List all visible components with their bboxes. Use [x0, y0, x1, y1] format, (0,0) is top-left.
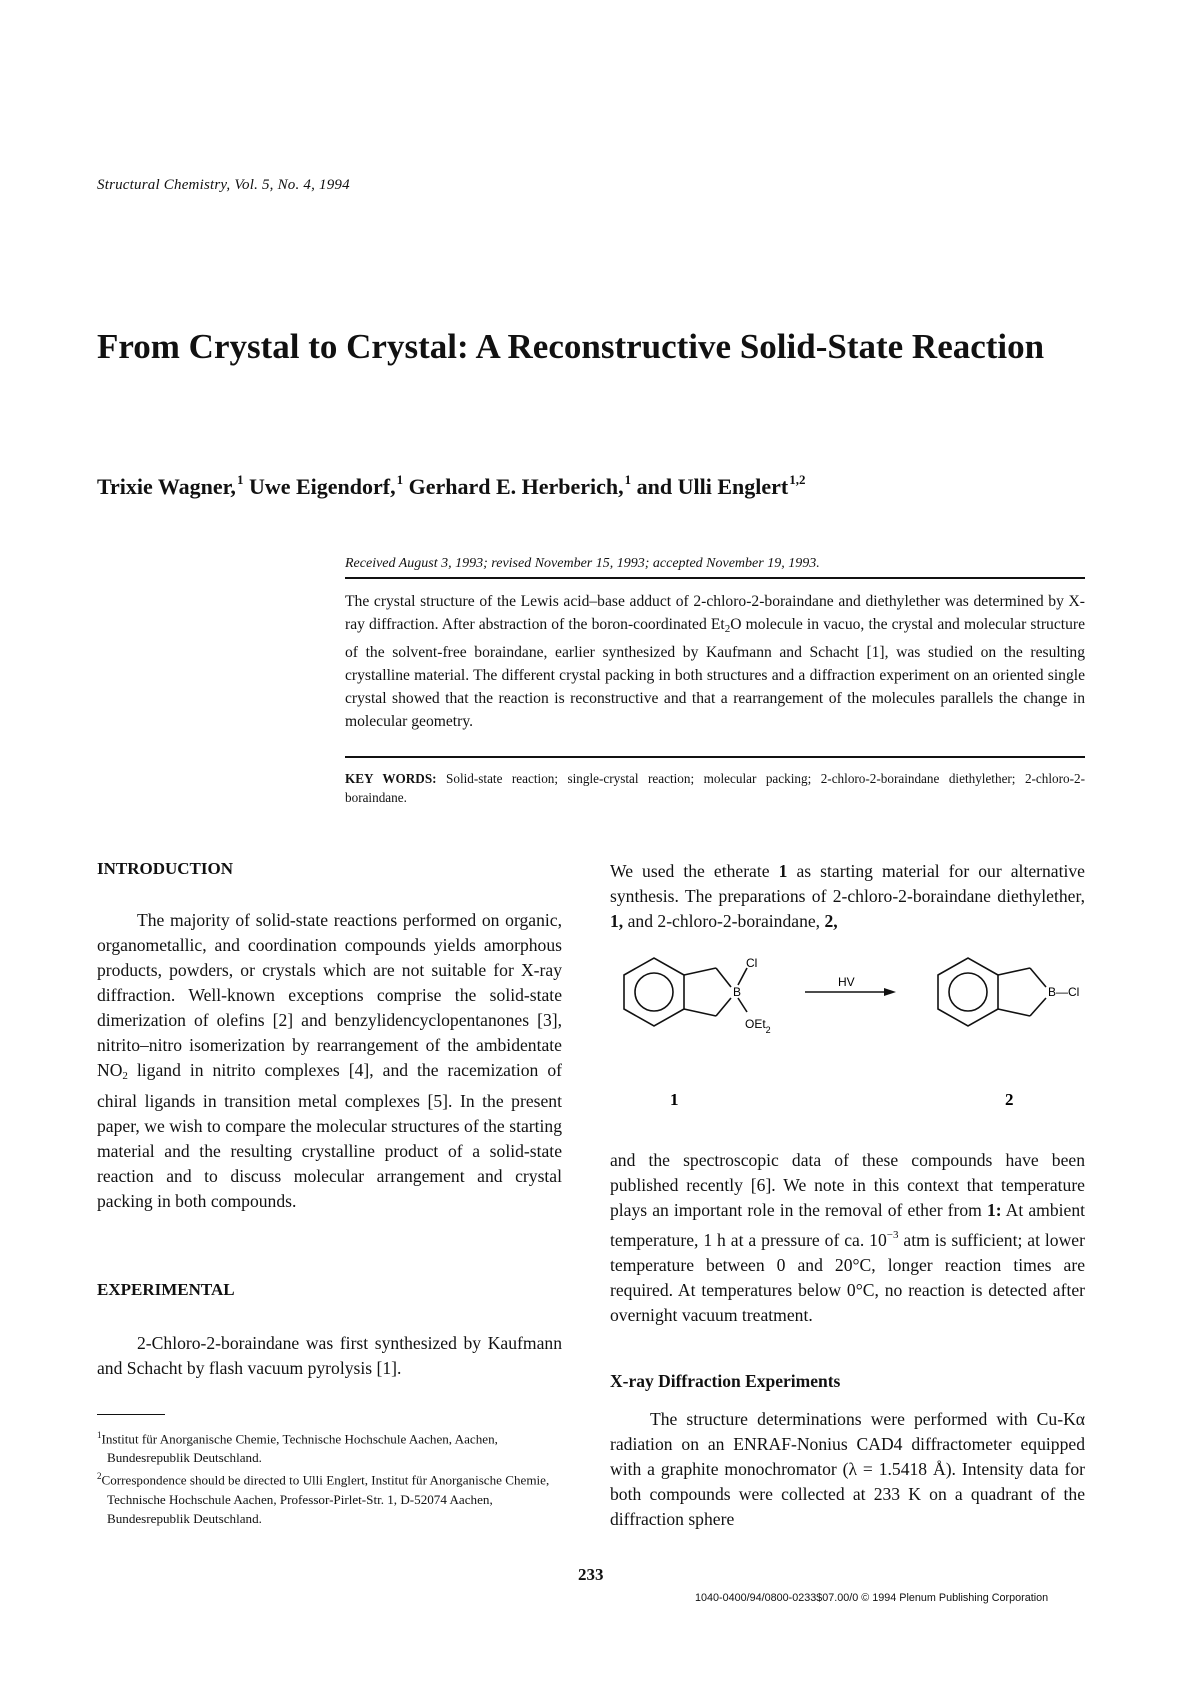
footnote-mark: 2 — [97, 1471, 102, 1482]
intro-text-end: ligand in nitrito complexes [4], and the racemization of chiral ligands in transition metal complexes [5]. In the present paper, we wish to compare the molecular structures of the starting material and the resulting crystalline product of a solid-state reaction and to discuss molecular arrangement and crystal packing in both compounds. — [97, 1060, 562, 1211]
footnote-1 — [97, 1426, 562, 1467]
bond — [684, 968, 716, 975]
bond — [1030, 998, 1046, 1016]
text-span: At ambient temperature, 1 h at a pressure of ca. 10 — [610, 1200, 1086, 1250]
benzene-ring-2 — [938, 958, 998, 1026]
bond — [1030, 968, 1046, 987]
right-paragraph-3: The structure determinations were performed with Cu-Kα radiation on an ENRAF-Nonius CAD4 diffractometer equipped with a graphite monochromator (λ = 1.5418 Å). Intensity data for both compounds were collected at 233 K on a quadrant of the diffraction sphere — [610, 1409, 1085, 1529]
aromatic-circle-2 — [949, 973, 987, 1011]
bond-b-o — [738, 998, 747, 1012]
text-span: and 2-chloro-2-boraindane, — [623, 911, 825, 931]
author-name: Uwe Eigendorf, — [248, 474, 396, 499]
compound-ref: 1: — [986, 1200, 1002, 1220]
footnote-mark: 1 — [97, 1430, 102, 1440]
author-affiliation-mark: 1 — [396, 472, 404, 487]
abstract-subscript: 2 — [724, 623, 731, 635]
author-affiliation-mark: 1,2 — [789, 472, 806, 487]
copyright-line: 1040-0400/94/0800-0233$07.00/0 © 1994 Plenum Publishing Corporation — [695, 1592, 1049, 1604]
benzene-ring-1 — [624, 958, 684, 1026]
chlorine-label: Cl — [746, 956, 758, 970]
received-dates: Received August 3, 1993; revised November 15, 1993; accepted November 19, 1993. — [345, 556, 820, 571]
author-name: Gerhard E. Herberich, — [408, 474, 624, 499]
footnote-text: Correspondence should be directed to Ulli Englert, Institut für Anorganische Chemie, Technische Hochschule Aachen, Professor-Pirlet-Str. 1, D-52074 Aachen, Bundesrepublik Deutschland. — [101, 1472, 550, 1526]
abstract-text: O molecule in vacuo, the crystal and molecular structure of the solvent-free boraindane, earlier synthesized by Kaufmann and Schacht [1], was studied on the resulting crystalline material. The different crystal packing in both structures and a diffraction experiment on an oriented single crystal showed that the reaction is reconstructive and that a rearrangement of the molecules parallels the change in molecular geometry. — [345, 616, 1085, 730]
bond — [716, 998, 731, 1016]
introduction-paragraph — [97, 908, 562, 1214]
text-span: and the spectroscopic data of these compounds have been published recently [6]. We note in this context that temperature plays an important role in the removal of ether from — [610, 1150, 1085, 1220]
footnote-text: Institut für Anorganische Chemie, Technische Hochschule Aachen, Aachen, Bundesrepublik Deutschland. — [101, 1431, 498, 1466]
b-cl-label: B—Cl — [1048, 985, 1080, 999]
xray-subheading: X-ray Diffraction Experiments — [610, 1371, 841, 1391]
compound-2-number: 2 — [1005, 1090, 1014, 1109]
text-span: as starting material for our alternative synthesis. The preparations of 2-chloro-2-boraindane diethylether, — [610, 861, 1085, 906]
arrow-head — [884, 988, 896, 996]
keywords-text: Solid-state reaction; single-crystal reaction; molecular packing; 2-chloro-2-boraindane diethylether; 2-chloro-2-boraindane. — [345, 771, 1085, 805]
right-paragraph-1 — [610, 859, 1085, 934]
abstract-text: The crystal structure of the Lewis acid–base adduct of 2-chloro-2-boraindane and diethylether was determined by X-ray diffraction. After abstraction of the boron-coordinated Et — [345, 593, 1085, 633]
experimental-heading: EXPERIMENTAL — [97, 1280, 235, 1299]
compound-ref: 2, — [824, 911, 838, 931]
introduction-heading: INTRODUCTION — [97, 859, 234, 878]
experimental-paragraph: 2-Chloro-2-boraindane was first synthesized by Kaufmann and Schacht by flash vacuum pyrolysis [1]. — [97, 1333, 562, 1378]
intro-text: The majority of solid-state reactions performed on organic, organometallic, and coordination compounds yields amorphous products, powders, or crystals which are not suitable for X-ray diffraction. Well-known exceptions comprise the solid-state dimerization of olefins [2] and benzylidencyclopentanones [3], nitrito–nitro isomerization by rearrangement of the ambidentate NO — [97, 910, 562, 1080]
text-span: atm is sufficient; at lower temperature between 0 and 20°C, longer reaction times are required. At temperatures below 0°C, no reaction is detected after overnight vacuum treatment. — [610, 1230, 1085, 1325]
intro-subscript: 2 — [122, 1070, 128, 1082]
abstract-top-rule — [345, 577, 1085, 579]
footnote-2 — [97, 1467, 562, 1527]
arrow-label: HV — [838, 975, 855, 989]
footnotes — [97, 1426, 562, 1528]
author-list — [97, 472, 806, 500]
paper-title: From Crystal to Crystal: A Reconstructive Solid-State Reaction — [97, 327, 1045, 366]
author-name: Trixie Wagner, — [97, 474, 236, 499]
text-span: We used the etherate — [610, 861, 779, 881]
right-paragraph-2 — [610, 1148, 1085, 1328]
boron-label: B — [733, 985, 742, 999]
author-affiliation-mark: 1 — [624, 472, 632, 487]
author-name: and Ulli Englert — [636, 474, 789, 499]
keywords-label: KEY WORDS: — [345, 771, 437, 786]
compound-ref: 1 — [778, 861, 788, 881]
bond — [998, 968, 1030, 975]
oet-label — [745, 1017, 771, 1035]
oet-text: OEt — [745, 1017, 766, 1031]
abstract-bottom-rule — [345, 756, 1085, 758]
bond — [684, 1009, 716, 1016]
bond — [998, 1009, 1030, 1016]
bond — [716, 968, 731, 987]
aromatic-circle-1 — [635, 973, 673, 1011]
bond-b-cl — [738, 968, 747, 985]
keywords — [345, 769, 1085, 807]
exponent: −3 — [886, 1229, 899, 1241]
abstract — [345, 590, 1085, 733]
journal-citation: Structural Chemistry, Vol. 5, No. 4, 1994 — [97, 177, 350, 193]
compound-1-number: 1 — [670, 1090, 679, 1109]
oet-subscript: 2 — [765, 1025, 771, 1035]
compound-ref: 1, — [610, 911, 624, 931]
reaction-scheme — [600, 940, 1090, 1120]
author-affiliation-mark: 1 — [236, 472, 244, 487]
page-number: 233 — [578, 1565, 604, 1584]
footnote-rule — [97, 1414, 165, 1415]
